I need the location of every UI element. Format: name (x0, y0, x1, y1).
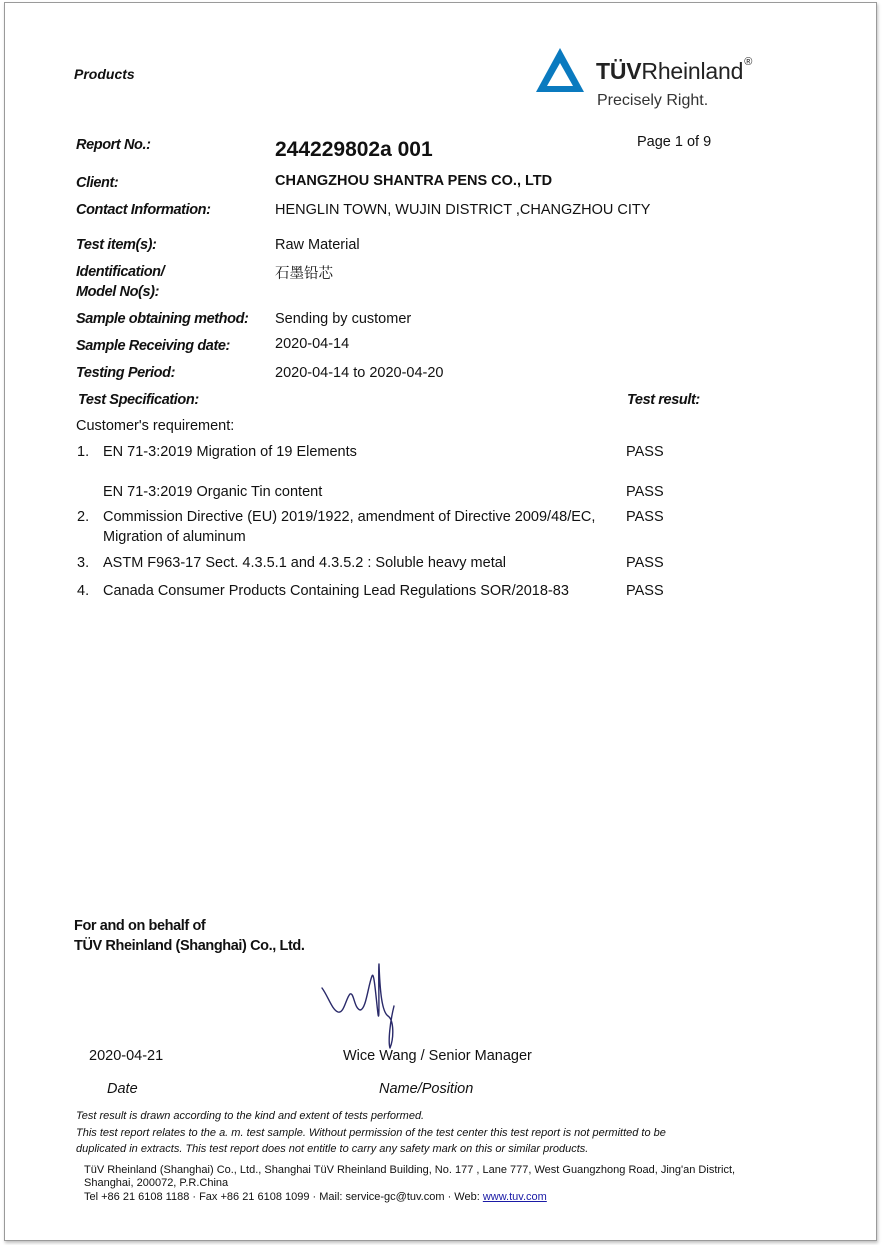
spec-item-text: Canada Consumer Products Containing Lead Regulations SOR/2018-83 (103, 583, 569, 599)
sample-date-label: Sample Receiving date: (76, 338, 230, 354)
model-no-label: Model No(s): (76, 284, 159, 300)
spec-item-text: ASTM F963-17 Sect. 4.3.5.1 and 4.3.5.2 : Soluble heavy metal (103, 555, 507, 571)
identification-value: 石墨铅芯 (275, 266, 333, 282)
sample-method-value: Sending by customer (275, 311, 412, 327)
contact-details: Tel +86 21 6108 1188 · Fax +86 21 6108 1099 · Mail: service-gc@tuv.com · Web: (84, 1191, 483, 1203)
client-label: Client: (76, 175, 119, 191)
address-line-1: TüV Rheinland (Shanghai) Co., Ltd., Shanghai TüV Rheinland Building, No. 177 , Lane 777, West Guangzhong Road, Jing'an District, (84, 1164, 736, 1176)
date-label: Date (107, 1081, 138, 1097)
page-info: Page 1 of 9 (637, 134, 712, 150)
sample-method-label: Sample obtaining method: (76, 311, 249, 327)
tuv-triangle-icon (534, 46, 586, 96)
test-result-label: Test result: (627, 392, 700, 408)
spec-item-number: 4. (77, 583, 90, 599)
spec-item-result: PASS (626, 484, 664, 500)
customer-requirement: Customer's requirement: (76, 418, 235, 434)
spec-item-result: PASS (626, 509, 664, 525)
spec-item-text: EN 71-3:2019 Organic Tin content (103, 484, 323, 500)
test-item-value: Raw Material (275, 237, 360, 253)
signatory-name: Wice Wang / Senior Manager (343, 1048, 532, 1064)
address-line-2: Shanghai, 200072, P.R.China (84, 1177, 229, 1189)
test-spec-label: Test Specification: (78, 392, 199, 408)
disclaimer-line-1: Test result is drawn according to the kind and extent of tests performed. (76, 1110, 425, 1122)
logo-wordmark: TÜVRheinland® (596, 56, 753, 84)
spec-item-result: PASS (626, 555, 664, 571)
spec-item-text-cont: Migration of aluminum (103, 529, 246, 545)
spec-item-number: 1. (77, 444, 90, 460)
spec-item-number: 3. (77, 555, 90, 571)
signature-date: 2020-04-21 (89, 1048, 164, 1064)
testing-period-label: Testing Period: (76, 365, 175, 381)
identification-label: Identification/ (76, 264, 165, 280)
report-no-value: 244229802a 001 (275, 138, 433, 161)
contact-line (84, 1191, 547, 1203)
signature (318, 962, 438, 1052)
test-item-label: Test item(s): (76, 237, 157, 253)
name-position-label: Name/Position (379, 1081, 474, 1097)
behalf-line-1: For and on behalf of (74, 918, 206, 934)
disclaimer-line-2: This test report relates to the a. m. test sample. Without permission of the test center this test report is not permitted to be (76, 1127, 666, 1139)
website-link[interactable]: www.tuv.com (482, 1191, 547, 1203)
spec-item-result: PASS (626, 583, 664, 599)
spec-item-text: EN 71-3:2019 Migration of 19 Elements (103, 444, 357, 460)
sample-date-value: 2020-04-14 (275, 336, 350, 352)
contact-label: Contact Information: (76, 202, 211, 218)
behalf-line-2: TÜV Rheinland (Shanghai) Co., Ltd. (74, 938, 305, 954)
logo-slogan: Precisely Right. (597, 92, 709, 109)
spec-item-number: 2. (77, 509, 90, 525)
contact-value: HENGLIN TOWN, WUJIN DISTRICT ,CHANGZHOU CITY (275, 202, 651, 218)
spec-item-text: Commission Directive (EU) 2019/1922, amendment of Directive 2009/48/EC, (103, 509, 596, 525)
testing-period-value: 2020-04-14 to 2020-04-20 (275, 365, 444, 381)
disclaimer-line-3: duplicated in extracts. This test report does not entitle to carry any safety mark on this or similar products. (76, 1143, 589, 1155)
tuv-logo (534, 44, 794, 114)
report-no-label: Report No.: (76, 137, 151, 153)
section-label: Products (74, 66, 135, 82)
client-value: CHANGZHOU SHANTRA PENS CO., LTD (275, 173, 553, 189)
spec-item-result: PASS (626, 444, 664, 460)
